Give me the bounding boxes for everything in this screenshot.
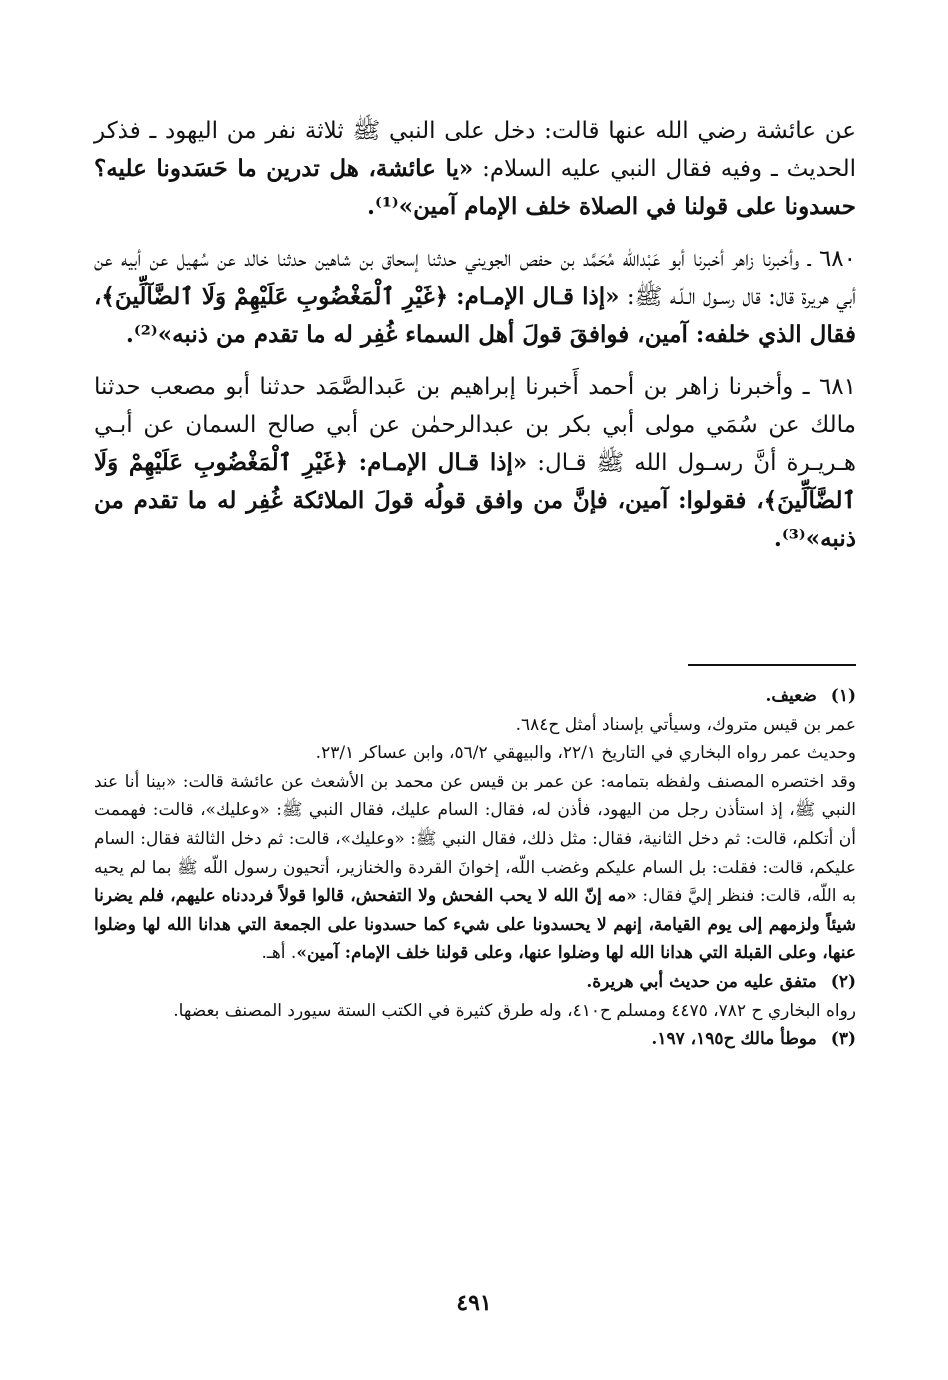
hadith-680-text: ٦٨٠ ـ وأخبرنا زاهر أخبرنا أبو عَبْدالله مُحَمَّد بن حفص الجويني حدثنا إسحاق بن شاهين حدثنا خالد عن سُهيل عن أبيه عن أبي هريرة قال: قال رسـول الـلّـه ﷺ: (94, 246, 857, 310)
footnote-1 (94, 682, 856, 968)
hadith-1-text: عن عائشة رضي الله عنها قالت: دخل على النبي ﷺ ثلاثة نفر من اليهود ـ فذكر الحديث ـ وفيه فقال النبي عليه السلام: (94, 118, 856, 182)
footnote-2-line-1: رواه البخاري ح ٧٨٢، ٤٤٧٥ ومسلم ح٤١٠، وله طرق كثيرة في الكتب الستة سيورد المصنف بعضها. (173, 1000, 856, 1021)
footnotes (94, 682, 856, 1054)
footnote-2-number: (٢) (830, 971, 856, 992)
footnote-1-full-text (94, 768, 856, 968)
footnote-1-heading: ضعيف. (765, 686, 817, 706)
footnote-1-narration: وقد اختصره المصنف ولفظه بتمامه: عن عمر بن قيس عن محمد بن الأشعث عن عائشة قالت: «بينا أنا عند النبي ﷺ، إذ استأذن رجل من اليهود، فأذن له، فقال: السام عليك، فقال النبي ﷺ: «وعليك»، قالت: فهممت أن أتكلم، قالت: ثم دخل الثانية، فقال: مثل ذلك، فقال النبي ﷺ: «وعليك»، قالت: ثم دخل الثالثة فقال: السام عليكم، قالت: فقلت: بل السام عليكم وغضب اللّه، إخوانَ القردة والخنازير، أتحيون رسول اللّه ﷺ بما لم يحيه به اللّه، قالت: فنظر إليَّ فقال: (94, 771, 856, 907)
footnote-3-heading: موطأ مالك ح١٩٥، ١٩٧. (651, 1029, 817, 1050)
page-number: ٤٩١ (456, 1290, 492, 1316)
hadith-paragraph-681 (94, 368, 856, 558)
hadith-681-quote: «إذا قـال الإمـام: ﴿غَيْرِ ٱلْمَغْضُوبِ عَلَيْهِمْ وَلَا ٱلضَّآلِّينَ﴾، فقولوا: آمين، فإنَّ من وافق قولُه قولَ الملائكة غُفِر له ما تقدم من ذنبه»⁽³⁾. (94, 449, 856, 552)
hadith-paragraph-680 (94, 240, 856, 354)
footnote-3 (94, 1025, 856, 1054)
footnote-1-end: . أهـ. (261, 943, 297, 964)
hadith-680-quote: «إذا قـال الإمـام: ﴿غَيْرِ ٱلْمَغْضُوبِ عَلَيْهِمْ وَلَا ٱلضَّآلِّينَ﴾، فقال الذي خلفه: آمين، فوافقَ قولَ أهل السماء غُفِر له ما تقدم من ذنبه»⁽²⁾. (94, 283, 856, 348)
hadith-1-quote: «يا عائشة، هل تدرين ما حَسَدونا عليه؟ حسدونا على قولنا في الصلاة خلف الإمام آمين»⁽¹⁾. (94, 155, 856, 220)
footnote-2-heading: متفق عليه من حديث أبي هريرة. (586, 971, 817, 992)
hadith-681-text: ٦٨١ ـ وأخبرنا زاهر بن أحمد أَخبرنا إبراهيم بن عَبدالصَّمَد حدثنا أبو مصعب حدثنا مالك عن سُمَي مولى أبي بكر بن عبدالرحمٰن عن أبي صالح السمان عن أبـي هـريـرة أنَّ رسـول الله ﷺ قـال: (94, 374, 856, 476)
footnote-2 (94, 968, 856, 1025)
main-text (94, 112, 856, 572)
footnote-separator (688, 664, 856, 666)
footnote-1-line-1: عمر بن قيس متروك، وسيأتي بإسناد أمثل ح٦٨٤. (515, 714, 856, 735)
hadith-paragraph-1 (94, 112, 856, 226)
footnote-3-number: (٣) (830, 1029, 856, 1050)
footnote-1-line-2: وحديث عمر رواه البخاري في التاريخ ٢٢/١، والبيهقي ٥٦/٢، وابن عساكر ٢٣/١. (315, 743, 856, 764)
footnote-1-number: (١) (830, 686, 856, 706)
footnote-1-bold-quote: «مه إنّ الله لا يحب الفحش ولا التفحش، قالوا قولاً فرددناه عليهم، فلم يضرنا شيئاً ولزمهم إلى يوم القيامة، إنهم لا يحسدونا على شيء كما حسدونا على الجمعة التي هدانا الله لها وضلوا عنها، وعلى القبلة التي هدانا الله لها وضلوا عنها، وعلى قولنا خلف الإمام: آمين» (94, 886, 856, 964)
